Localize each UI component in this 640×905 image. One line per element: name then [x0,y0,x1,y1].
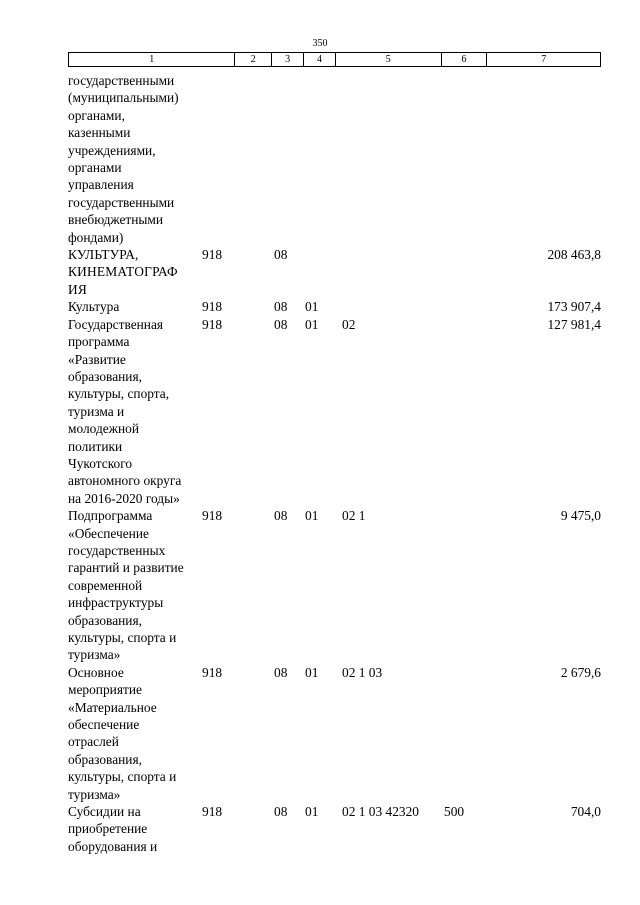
row-expense-type: 500 [444,804,465,820]
row-subsection: 01 [305,316,319,332]
table-row [68,246,601,298]
table-header-row [68,52,601,67]
table-row [68,803,601,855]
row-section: 08 [274,247,288,263]
page-number: 350 [312,38,328,49]
header-col-5: 5 [336,53,442,66]
row-target-code: 02 [342,316,356,332]
row-amount: 127 981,4 [547,316,601,332]
row-name: государственными (муниципальными) органами, казенными учреждениями, органами управления государственными внебюджетными фондами) [68,73,179,245]
row-name: Государственная программа «Развитие образования, культуры, спорта, туризма и молодежной политики Чукотского автономного округа на 2016-2020 годы» [68,316,182,506]
header-col-6: 6 [442,53,488,66]
row-section: 08 [274,299,288,315]
header-col-7: 7 [541,54,547,65]
row-name: Культура [68,299,120,315]
header-col-2: 2 [235,53,272,66]
row-target-code: 02 1 03 [342,664,383,680]
header-col-3: 3 [272,53,304,66]
header-col-1: 1 [69,53,235,66]
row-subsection: 01 [305,664,319,680]
row-admin-code: 918 [202,316,223,332]
budget-table-body [68,72,601,855]
row-section: 08 [274,316,288,332]
row-amount: 704,0 [570,804,601,820]
row-amount: 2 679,6 [560,664,601,680]
row-section: 08 [274,508,288,524]
row-subsection: 01 [305,804,319,820]
row-admin-code: 918 [202,247,223,263]
row-amount: 208 463,8 [547,247,601,263]
table-row [68,316,601,507]
row-admin-code: 918 [202,804,223,820]
table-row [68,72,601,246]
row-subsection: 01 [305,299,319,315]
row-target-code: 02 1 03 42320 [342,804,419,820]
table-row [68,507,601,664]
row-name: Основное мероприятие «Материальное обеспечение отраслей образования, культуры, спорта и туризма» [68,664,177,802]
row-admin-code: 918 [202,508,223,524]
row-section: 08 [274,804,288,820]
table-row [68,664,601,803]
row-amount: 173 907,4 [547,299,601,315]
row-admin-code: 918 [202,299,223,315]
table-row [68,298,601,315]
row-subsection: 01 [305,508,319,524]
row-section: 08 [274,664,288,680]
row-name: КУЛЬТУРА, КИНЕМАТОГРАФ ИЯ [68,247,178,297]
row-admin-code: 918 [202,664,223,680]
row-name: Подпрограмма «Обеспечение государственных гарантий и развитие современной инфраструктуры образования, культуры, спорта и туризма» [68,508,184,663]
header-col-4: 4 [304,53,336,66]
row-amount: 9 475,0 [560,508,601,524]
row-name: Субсидии на приобретение оборудования и [68,804,158,854]
row-target-code: 02 1 [342,508,366,524]
